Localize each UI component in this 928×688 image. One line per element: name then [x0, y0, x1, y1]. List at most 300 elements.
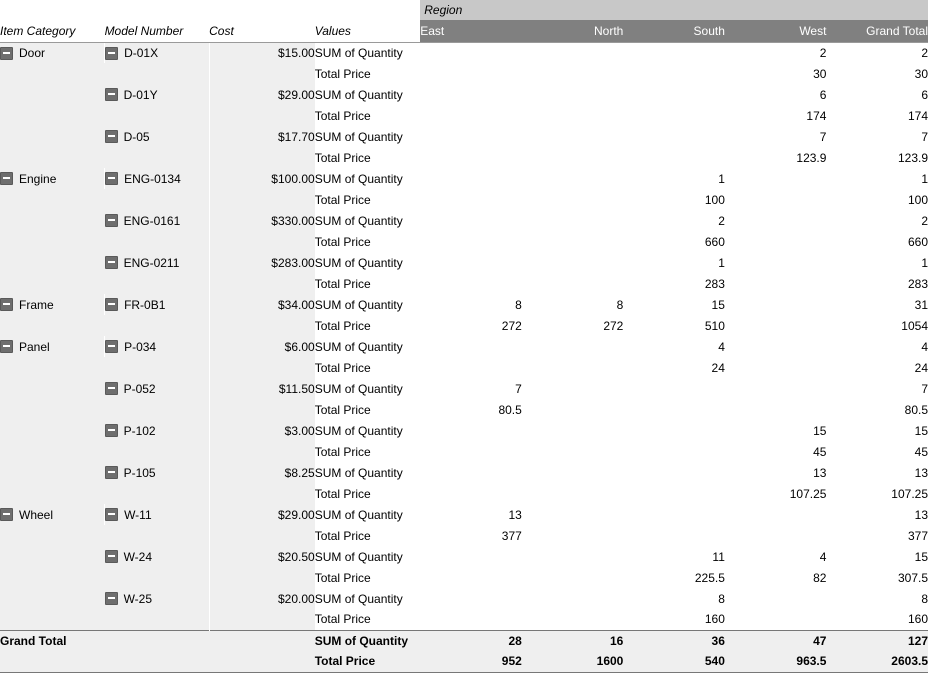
measure-label-price: Total Price	[315, 105, 421, 126]
category-label: Panel	[19, 339, 50, 354]
collapse-model-icon[interactable]	[105, 88, 118, 101]
table-row	[0, 525, 928, 546]
quantity-value-4: 6	[826, 84, 928, 105]
measure-label-price: Total Price	[315, 273, 421, 294]
quantity-value-3: 4	[725, 546, 827, 567]
quantity-value-0	[420, 420, 522, 441]
cost-spacer	[209, 315, 315, 336]
collapse-model-icon[interactable]	[105, 256, 118, 269]
table-row	[0, 84, 928, 105]
region-field-header[interactable]	[420, 0, 928, 20]
cost-spacer	[209, 567, 315, 588]
price-value-2	[623, 441, 725, 462]
table-body	[0, 42, 928, 672]
quantity-value-3	[725, 378, 827, 399]
price-value-4: 307.5	[826, 567, 928, 588]
grand-total-quantity-1: 16	[522, 630, 624, 651]
model-spacer	[105, 567, 210, 588]
quantity-value-0	[420, 42, 522, 63]
grand-total-row	[0, 630, 928, 651]
price-value-3: 107.25	[725, 483, 827, 504]
price-value-2	[623, 399, 725, 420]
quantity-value-3	[725, 252, 827, 273]
grand-total-quantity-4: 127	[826, 630, 928, 651]
category-cell[interactable]	[0, 504, 105, 525]
price-value-1	[522, 147, 624, 168]
measure-label-quantity: SUM of Quantity	[315, 42, 421, 63]
measure-label-quantity: SUM of Quantity	[315, 420, 421, 441]
measure-label-quantity: SUM of Quantity	[315, 210, 421, 231]
column-header-values[interactable]: Values	[315, 20, 421, 42]
quantity-value-0: 13	[420, 504, 522, 525]
column-header-grand-total[interactable]: Grand Total	[826, 20, 928, 42]
price-value-4: 160	[826, 609, 928, 630]
model-label: P-034	[124, 339, 157, 354]
grand-total-price-2: 540	[623, 651, 725, 672]
price-value-2	[623, 105, 725, 126]
price-value-0	[420, 357, 522, 378]
measure-label-price: Total Price	[315, 483, 421, 504]
category-spacer	[0, 546, 105, 567]
model-cell[interactable]	[105, 546, 210, 567]
category-spacer	[0, 126, 105, 147]
grand-total-price-0: 952	[420, 651, 522, 672]
price-value-3	[725, 231, 827, 252]
quantity-value-0	[420, 336, 522, 357]
price-value-4: 24	[826, 357, 928, 378]
quantity-value-3: 2	[725, 42, 827, 63]
table-row	[0, 105, 928, 126]
price-value-2: 510	[623, 315, 725, 336]
header-region-row	[0, 0, 928, 20]
quantity-value-0	[420, 126, 522, 147]
quantity-value-2: 1	[623, 252, 725, 273]
category-cell[interactable]	[0, 294, 105, 315]
table-row	[0, 315, 928, 336]
price-value-2	[623, 525, 725, 546]
quantity-value-3: 6	[725, 84, 827, 105]
measure-label-quantity: SUM of Quantity	[315, 462, 421, 483]
category-spacer	[0, 105, 105, 126]
category-spacer	[0, 420, 105, 441]
model-cell[interactable]	[105, 462, 210, 483]
quantity-value-0: 7	[420, 378, 522, 399]
cost-spacer	[209, 147, 315, 168]
table-row	[0, 546, 928, 567]
quantity-value-4: 7	[826, 126, 928, 147]
quantity-value-4: 31	[826, 294, 928, 315]
model-spacer	[105, 483, 210, 504]
measure-label-price: Total Price	[315, 147, 421, 168]
price-value-0: 377	[420, 525, 522, 546]
column-header-model-number[interactable]: Model Number	[105, 20, 210, 42]
price-value-1	[522, 105, 624, 126]
grand-total-price-4: 2603.5	[826, 651, 928, 672]
table-row	[0, 399, 928, 420]
collapse-model-icon[interactable]	[105, 298, 118, 311]
collapse-model-icon[interactable]	[105, 214, 118, 227]
price-value-1	[522, 189, 624, 210]
model-spacer	[105, 609, 210, 630]
collapse-model-icon[interactable]	[105, 424, 118, 437]
cost-spacer	[209, 105, 315, 126]
quantity-value-4: 1	[826, 252, 928, 273]
table-row	[0, 189, 928, 210]
quantity-value-4: 15	[826, 420, 928, 441]
price-value-1: 272	[522, 315, 624, 336]
category-spacer	[0, 525, 105, 546]
quantity-value-0: 8	[420, 294, 522, 315]
region-field-label: Region	[424, 3, 463, 17]
price-value-3: 174	[725, 105, 827, 126]
category-spacer	[0, 252, 105, 273]
quantity-value-1	[522, 252, 624, 273]
collapse-model-icon[interactable]	[105, 466, 118, 479]
column-header-north[interactable]: North	[522, 20, 624, 42]
collapse-category-icon[interactable]	[0, 508, 13, 521]
model-spacer	[105, 357, 210, 378]
measure-label-price: Total Price	[315, 399, 421, 420]
quantity-value-2: 15	[623, 294, 725, 315]
price-value-1	[522, 567, 624, 588]
quantity-value-3	[725, 504, 827, 525]
model-spacer	[105, 315, 210, 336]
cost-spacer	[209, 399, 315, 420]
price-value-3	[725, 399, 827, 420]
model-spacer	[105, 231, 210, 252]
collapse-category-icon[interactable]	[0, 47, 13, 60]
model-cell[interactable]	[105, 126, 210, 147]
category-label: Wheel	[19, 507, 54, 522]
table-row	[0, 357, 928, 378]
quantity-value-3: 7	[725, 126, 827, 147]
category-spacer	[0, 210, 105, 231]
table-row	[0, 420, 928, 441]
grand-total-label-spacer	[0, 651, 315, 672]
quantity-value-2: 8	[623, 588, 725, 609]
column-header-east[interactable]: East	[420, 20, 522, 42]
quantity-value-0	[420, 588, 522, 609]
model-spacer	[105, 441, 210, 462]
measure-label-price: Total Price	[315, 441, 421, 462]
measure-label-quantity: SUM of Quantity	[315, 378, 421, 399]
price-value-2: 160	[623, 609, 725, 630]
price-value-0: 80.5	[420, 399, 522, 420]
column-header-south[interactable]: South	[623, 20, 725, 42]
price-value-0	[420, 63, 522, 84]
model-spacer	[105, 105, 210, 126]
quantity-value-1	[522, 168, 624, 189]
quantity-value-3: 13	[725, 462, 827, 483]
table-row	[0, 567, 928, 588]
cost-cell: $3.00	[209, 420, 315, 441]
price-value-3	[725, 315, 827, 336]
price-value-2: 100	[623, 189, 725, 210]
cost-spacer	[209, 525, 315, 546]
model-label: D-01Y	[123, 87, 158, 102]
table-row	[0, 462, 928, 483]
model-cell[interactable]	[105, 420, 210, 441]
column-header-item-category[interactable]: Item Category	[0, 20, 105, 42]
quantity-value-3	[725, 294, 827, 315]
quantity-value-4: 15	[826, 546, 928, 567]
price-value-4: 660	[826, 231, 928, 252]
category-spacer	[0, 567, 105, 588]
quantity-value-3	[725, 336, 827, 357]
measure-label-quantity: SUM of Quantity	[315, 504, 421, 525]
model-label: P-102	[123, 423, 156, 438]
model-spacer	[105, 147, 210, 168]
price-value-4: 45	[826, 441, 928, 462]
category-spacer	[0, 357, 105, 378]
price-value-2: 225.5	[623, 567, 725, 588]
measure-label-quantity: SUM of Quantity	[315, 588, 421, 609]
category-spacer	[0, 84, 105, 105]
cost-cell: $8.25	[209, 462, 315, 483]
measure-label-price: Total Price	[315, 525, 421, 546]
model-label: D-05	[123, 129, 150, 144]
measure-label-price: Total Price	[315, 567, 421, 588]
cost-spacer	[209, 273, 315, 294]
quantity-value-0	[420, 210, 522, 231]
table-row	[0, 504, 928, 525]
cost-cell: $6.00	[209, 336, 315, 357]
table-row	[0, 441, 928, 462]
collapse-model-icon[interactable]	[105, 592, 118, 605]
header-blank-3	[209, 0, 315, 20]
price-value-1	[522, 63, 624, 84]
category-cell[interactable]	[0, 336, 105, 357]
quantity-value-2: 1	[623, 168, 725, 189]
quantity-value-3	[725, 168, 827, 189]
quantity-value-1	[522, 42, 624, 63]
quantity-value-2	[623, 126, 725, 147]
model-spacer	[105, 189, 210, 210]
category-spacer	[0, 378, 105, 399]
quantity-value-4: 8	[826, 588, 928, 609]
category-spacer	[0, 462, 105, 483]
quantity-value-2	[623, 42, 725, 63]
cost-spacer	[209, 63, 315, 84]
quantity-value-0	[420, 252, 522, 273]
table-row	[0, 294, 928, 315]
quantity-value-1	[522, 126, 624, 147]
price-value-3: 45	[725, 441, 827, 462]
quantity-value-4: 1	[826, 168, 928, 189]
quantity-value-2: 11	[623, 546, 725, 567]
model-label: ENG-0161	[123, 213, 181, 228]
quantity-value-2	[623, 462, 725, 483]
price-value-1	[522, 441, 624, 462]
category-label: Frame	[19, 297, 54, 312]
collapse-category-icon[interactable]	[0, 340, 13, 353]
price-value-3	[725, 525, 827, 546]
price-value-0	[420, 483, 522, 504]
measure-label-price: Total Price	[315, 609, 421, 630]
price-value-1	[522, 273, 624, 294]
grand-total-price-1: 1600	[522, 651, 624, 672]
grand-total-measure-quantity: SUM of Quantity	[315, 630, 421, 651]
quantity-value-1	[522, 420, 624, 441]
price-value-0	[420, 441, 522, 462]
column-header-west[interactable]: West	[725, 20, 827, 42]
cost-cell: $100.00	[209, 168, 315, 189]
quantity-value-2: 2	[623, 210, 725, 231]
header-blank-2	[105, 0, 210, 20]
category-label: Engine	[19, 171, 57, 186]
collapse-category-icon[interactable]	[0, 172, 13, 185]
measure-label-price: Total Price	[315, 231, 421, 252]
price-value-2: 660	[623, 231, 725, 252]
category-cell[interactable]	[0, 168, 105, 189]
price-value-2	[623, 483, 725, 504]
category-spacer	[0, 441, 105, 462]
price-value-1	[522, 231, 624, 252]
measure-label-quantity: SUM of Quantity	[315, 168, 421, 189]
category-spacer	[0, 315, 105, 336]
quantity-value-1	[522, 462, 624, 483]
collapse-model-icon[interactable]	[105, 47, 118, 60]
measure-label-price: Total Price	[315, 189, 421, 210]
category-spacer	[0, 189, 105, 210]
price-value-4: 107.25	[826, 483, 928, 504]
cost-spacer	[209, 357, 315, 378]
model-cell[interactable]	[105, 252, 210, 273]
category-spacer	[0, 231, 105, 252]
category-spacer	[0, 147, 105, 168]
model-spacer	[105, 399, 210, 420]
measure-label-quantity: SUM of Quantity	[315, 546, 421, 567]
price-value-4: 174	[826, 105, 928, 126]
category-spacer	[0, 483, 105, 504]
measure-label-price: Total Price	[315, 63, 421, 84]
table-row	[0, 609, 928, 630]
cost-cell: $20.50	[209, 546, 315, 567]
price-value-0	[420, 147, 522, 168]
quantity-value-2	[623, 420, 725, 441]
model-label: D-01X	[124, 46, 159, 61]
model-cell[interactable]	[105, 378, 210, 399]
price-value-4: 283	[826, 273, 928, 294]
measure-label-quantity: SUM of Quantity	[315, 336, 421, 357]
grand-total-price-3: 963.5	[725, 651, 827, 672]
quantity-value-4: 2	[826, 42, 928, 63]
quantity-value-1	[522, 504, 624, 525]
quantity-value-0	[420, 546, 522, 567]
price-value-0	[420, 105, 522, 126]
collapse-category-icon[interactable]	[0, 298, 13, 311]
category-spacer	[0, 63, 105, 84]
model-cell[interactable]	[105, 168, 210, 189]
cost-spacer	[209, 483, 315, 504]
model-label: W-25	[123, 591, 153, 606]
price-value-4: 377	[826, 525, 928, 546]
table-row	[0, 210, 928, 231]
cost-spacer	[209, 189, 315, 210]
category-label: Door	[19, 46, 46, 61]
model-cell[interactable]	[105, 210, 210, 231]
grand-total-quantity-2: 36	[623, 630, 725, 651]
price-value-3	[725, 609, 827, 630]
table-row	[0, 588, 928, 609]
quantity-value-4: 4	[826, 336, 928, 357]
model-cell[interactable]	[105, 42, 210, 63]
cost-cell: $17.70	[209, 126, 315, 147]
quantity-value-0	[420, 462, 522, 483]
table-row	[0, 63, 928, 84]
collapse-model-icon[interactable]	[105, 550, 118, 563]
category-spacer	[0, 588, 105, 609]
model-spacer	[105, 525, 210, 546]
cost-cell: $29.00	[209, 504, 315, 525]
model-label: P-052	[123, 381, 156, 396]
cost-cell: $283.00	[209, 252, 315, 273]
header-blank-1	[0, 0, 105, 20]
collapse-model-icon[interactable]	[105, 172, 118, 185]
quantity-value-3	[725, 588, 827, 609]
quantity-value-2: 4	[623, 336, 725, 357]
model-cell[interactable]	[105, 588, 210, 609]
price-value-0	[420, 189, 522, 210]
price-value-1	[522, 357, 624, 378]
model-cell[interactable]	[105, 504, 210, 525]
price-value-0	[420, 273, 522, 294]
table-row	[0, 42, 928, 63]
model-spacer	[105, 63, 210, 84]
model-label: W-24	[123, 549, 153, 564]
price-value-1	[522, 483, 624, 504]
table-row	[0, 147, 928, 168]
price-value-2: 24	[623, 357, 725, 378]
quantity-value-3	[725, 210, 827, 231]
price-value-1	[522, 399, 624, 420]
price-value-2	[623, 147, 725, 168]
price-value-2	[623, 63, 725, 84]
table-row	[0, 252, 928, 273]
quantity-value-2	[623, 84, 725, 105]
collapse-model-icon[interactable]	[105, 340, 118, 353]
table-row	[0, 483, 928, 504]
quantity-value-0	[420, 84, 522, 105]
cost-spacer	[209, 441, 315, 462]
category-cell[interactable]	[0, 42, 105, 63]
price-value-0	[420, 609, 522, 630]
model-label: P-105	[123, 465, 156, 480]
model-cell[interactable]	[105, 294, 210, 315]
price-value-3	[725, 273, 827, 294]
measure-label-price: Total Price	[315, 357, 421, 378]
category-spacer	[0, 609, 105, 630]
quantity-value-4: 2	[826, 210, 928, 231]
model-label: W-11	[124, 507, 152, 522]
price-value-4: 80.5	[826, 399, 928, 420]
quantity-value-3: 15	[725, 420, 827, 441]
collapse-model-icon[interactable]	[105, 508, 118, 521]
collapse-model-icon[interactable]	[105, 382, 118, 395]
grand-total-measure-price: Total Price	[315, 651, 421, 672]
quantity-value-1	[522, 546, 624, 567]
cost-cell: $20.00	[209, 588, 315, 609]
cost-cell: $11.50	[209, 378, 315, 399]
header-blank-4	[315, 0, 421, 20]
price-value-3: 82	[725, 567, 827, 588]
model-cell[interactable]	[105, 336, 210, 357]
collapse-model-icon[interactable]	[105, 130, 118, 143]
cost-spacer	[209, 231, 315, 252]
model-cell[interactable]	[105, 84, 210, 105]
category-spacer	[0, 399, 105, 420]
column-header-cost[interactable]: Cost	[209, 20, 315, 42]
